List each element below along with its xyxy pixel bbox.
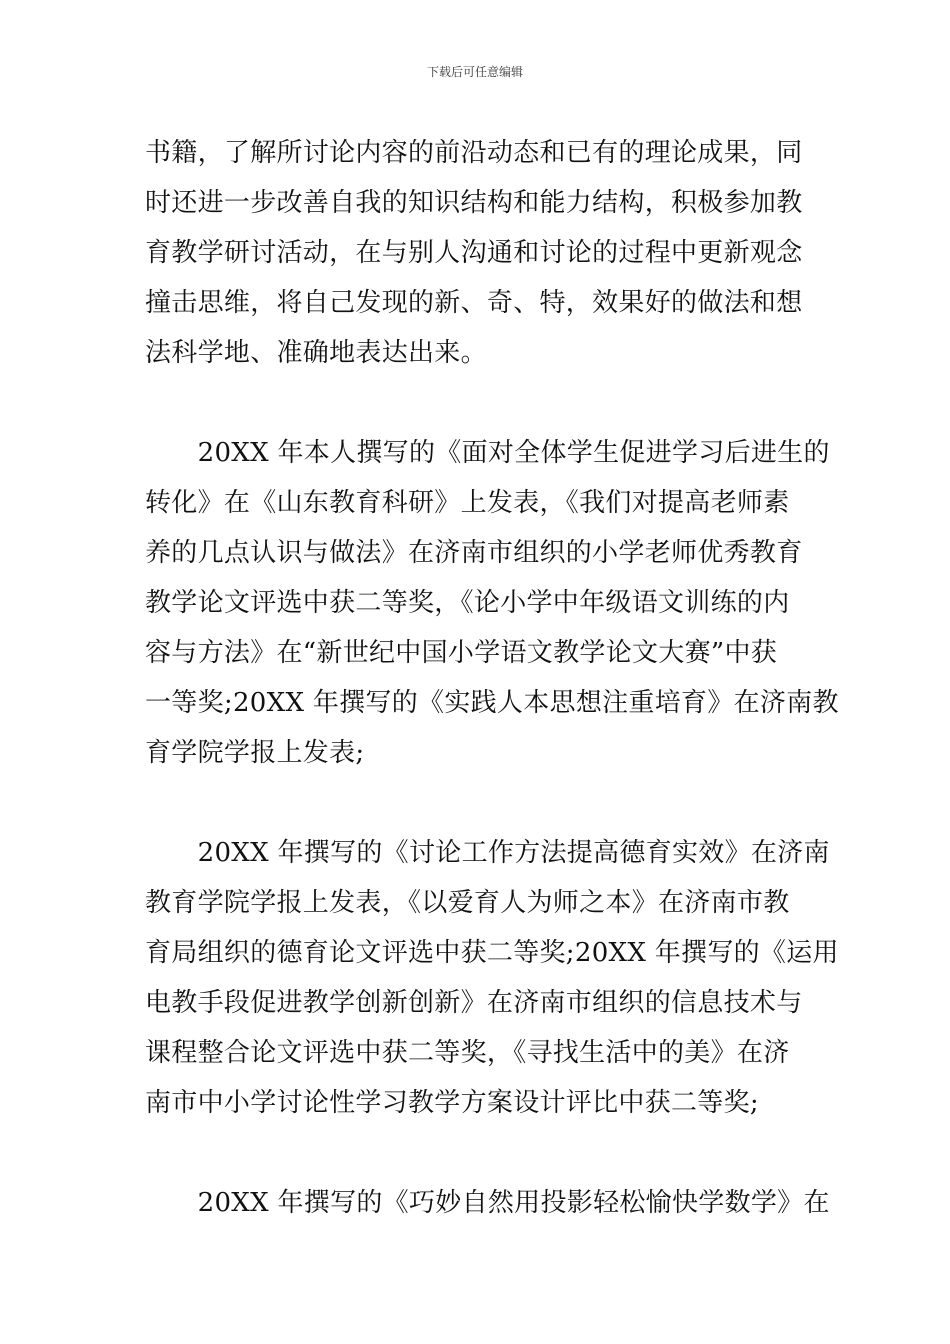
text-line: 法科学地、准确地表达出来。	[145, 338, 487, 368]
document-body	[145, 128, 839, 1228]
text-line: 20XX 年撰写的《巧妙自然用投影轻松愉快学数学》在	[145, 1188, 830, 1218]
text-line: 20XX 年撰写的《讨论工作方法提高德育实效》在济南	[145, 838, 830, 868]
paragraph-gap	[145, 1128, 815, 1178]
text-line: 撞击思维，将自己发现的新、奇、特，效果好的做法和想	[145, 288, 803, 318]
paragraph-3	[145, 828, 839, 1128]
text-line: 课程整合论文评选中获二等奖，《寻找生活中的美》在济	[145, 1038, 790, 1068]
paragraph-gap	[145, 378, 815, 428]
text-line: 教学论文评选中获二等奖，《论小学中年级语文训练的内	[145, 588, 790, 618]
paragraph-4	[145, 1178, 830, 1228]
paragraph-gap	[145, 778, 815, 828]
text-line: 育局组织的德育论文评选中获二等奖;20XX 年撰写的《运用	[145, 938, 839, 968]
text-line: 南市中小学讨论性学习教学方案设计评比中获二等奖;	[145, 1088, 759, 1118]
text-line: 养的几点认识与做法》在济南市组织的小学老师优秀教育	[145, 538, 803, 568]
text-line: 育教学研讨活动，在与别人沟通和讨论的过程中更新观念	[145, 238, 803, 268]
text-line: 电教手段促进教学创新创新》在济南市组织的信息技术与	[145, 988, 803, 1018]
text-line: 时还进一步改善自我的知识结构和能力结构，积极参加教	[145, 188, 803, 218]
text-line: 书籍，了解所讨论内容的前沿动态和已有的理论成果，同	[145, 138, 803, 168]
text-line: 转化》在《山东教育科研》上发表，《我们对提高老师素	[145, 488, 790, 518]
text-line: 20XX 年本人撰写的《面对全体学生促进学习后进生的	[145, 438, 830, 468]
text-line: 一等奖;20XX 年撰写的《实践人本思想注重培育》在济南教	[145, 688, 839, 718]
text-line: 育学院学报上发表;	[145, 738, 365, 768]
paragraph-1	[145, 128, 815, 378]
page-header: 下载后可任意编辑	[426, 65, 523, 79]
text-line: 容与方法》在“新世纪中国小学语文教学论文大赛”中获	[145, 638, 778, 668]
text-line: 教育学院学报上发表，《以爱育人为师之本》在济南市教	[145, 888, 790, 918]
paragraph-2	[145, 428, 839, 778]
